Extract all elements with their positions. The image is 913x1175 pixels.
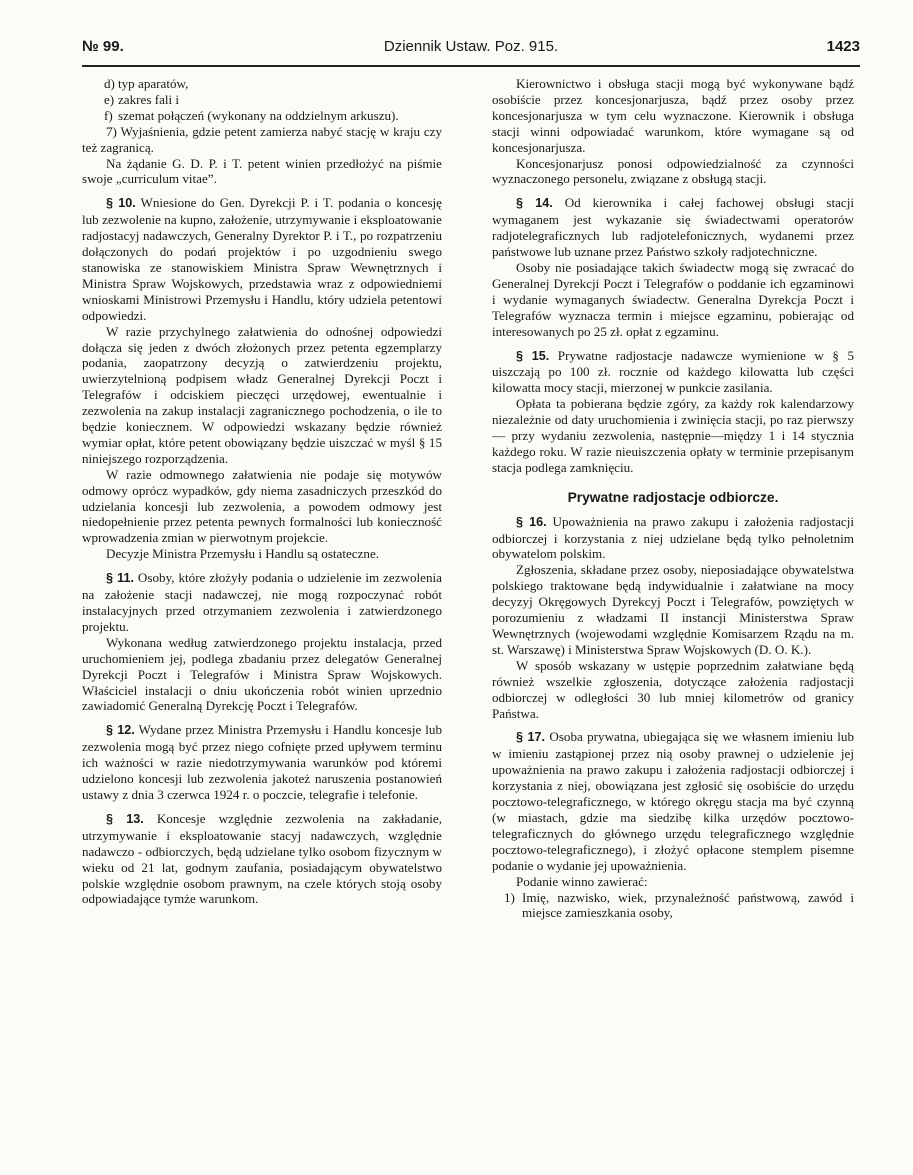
paragraph: Wykonana według zatwierdzonego projektu instalacja, przed uruchomieniem jej, podlega zbadaniu przez delegatów Generalnej Dyrekcji Poczt i Telegrafów i Ministra Spraw Wojskowych. Właściciel instalacji o dniu ukończenia robót winien uprzednio zawiadomić Generalną Dyrekcję Poczt i Telegrafów. (82, 634, 442, 714)
section-11: § 11. Osoby, które złożyły podania o udzielenie im zezwolenia na założenie stacji nadawczej, nie mogą rozpoczynać robót instalacyjnych przed otrzymaniem zezwolenia i zatwierdzonego projektu. (82, 570, 442, 634)
section-13: § 13. Koncesje względnie zezwolenia na zakładanie, utrzymywanie i eksploatowanie stacyj nadawczych, względnie nadawczo - odbiorczych, będą udzielane tylko osobom fizycznym w wieku od 21 lat, godnym zaufania, posiadającym obywatelstwo polskie względnie osobom prawnym, na czele których stoją osoby odpowiadające tymże warunkom. (82, 810, 442, 907)
list-item: d) typ aparatów, (104, 76, 189, 91)
paragraph: W sposób wskazany w ustępie poprzednim załatwiane będą również wszelkie zgłoszenia, dotyczące założenia radjostacji odbiorczej w odległości 30 lub mniej kilometrów od granicy Państwa. (492, 657, 854, 721)
paragraph: W razie przychylnego załatwienia do odnośnej odpowiedzi dołącza się jeden z dwóch złożonych przez petenta egzemplarzy podania, zaopatrzony decyzją o zatwierdzeniu projektu, uwierzytelnioną podpisem władz Generalnej Dyrekcji Poczt i Telegrafów i odciskiem pieczęci urzędowej, ewentualnie i zezwolenia na zakup instalacji zagranicznego pochodzenia, o ile to będzie koniecznem. W odpowiedzi wskazany będzie również wymiar opłat, które petent obowiązany będzie uiszczać w myśl § 15 niniejszego rozporządzenia. (82, 323, 442, 466)
section-mark: § 14. (516, 196, 553, 211)
paragraph: Kierownictwo i obsługa stacji mogą być wykonywane bądź osobiście przez koncesjonarjusza, bądź przez osoby przez koncesjonarjusza w tym celu wyznaczone. Kierownik i obsługa stacji winni odpowiadać warunkom, które wymagane są od koncesjonarjusza. (492, 76, 854, 155)
section-10: § 10. Wniesione do Gen. Dyrekcji P. i T. podania o koncesję lub zezwolenie na kupno, założenie, utrzymywanie i eksploatowanie radjostacyj nadawczych, Generalny Dyrektor P. i T., po rozpatrzeniu dołączonych do podań projektów i po uzgodnieniu swego stanowiska ze stanowiskiem Ministra Spraw Wewnętrznych i Ministra Spraw Wojskowych, przedstawia wraz z odpowiedniemi wnioskami Ministrowi Przemysłu i Handlu, który udziela petentowi odpowiedzi. (82, 195, 442, 323)
section-mark: § 12. (106, 723, 135, 738)
section-mark: § 17. (516, 730, 546, 745)
section-mark: § 13. (106, 811, 144, 826)
right-column (492, 76, 854, 921)
section-mark: § 16. (516, 514, 547, 529)
left-column (82, 76, 442, 907)
paragraph: Decyzje Ministra Przemysłu i Handlu są ostateczne. (106, 546, 380, 562)
list-item: f) szemat połączeń (wykonany na oddzielnym arkuszu). (104, 107, 399, 123)
paragraph: 7) Wyjaśnienia, gdzie petent zamierza nabyć stację w kraju czy też zagranicą. (82, 123, 442, 155)
header-rule (82, 65, 860, 67)
paragraph: Zgłoszenia, składane przez osoby, nieposiadające obywatelstwa polskiego traktowane będą indywidualnie i załatwiane na mocy decyzyj Okręgowych Dyrekcyj Poczt i Telegrafów, powziętych w porozumieniu z władzami II instancji Ministerstwa Spraw Wewnętrznych (wojewodami względnie Komisarzem Rządu na m. st. Warszawę) i Ministerstwa Spraw Wojskowych (D. O. K.). (492, 562, 854, 657)
section-12: § 12. Wydane przez Ministra Przemysłu i Handlu koncesje lub zezwolenia mogą być przez niego cofnięte przed upływem terminu ich ważności w razie niedotrzymywania warunków pod któremi udzielono koncesji lub zezwolenia jakoteż naruszenia postanowień ustawy z dnia 3 czerwca 1924 r. o poczcie, telegrafie i telefonie. (82, 722, 442, 802)
paragraph: Osoby nie posiadające takich świadectw mogą się zwracać do Generalnej Dyrekcji Poczt i Telegrafów o poddanie ich egzaminowi i wydanie wymaganych świadectw. Generalna Dyrekcja Poczt i Telegrafów wyznacza termin i miejsce egzaminu, pobierając od interesowanych po 25 zł. opłat z egzaminu. (492, 259, 854, 339)
paragraph: Na żądanie G. D. P. i T. petent winien przedłożyć na piśmie swoje „curriculum vitae”. (82, 155, 442, 187)
section-mark: § 10. (106, 196, 136, 211)
page-header (82, 38, 860, 60)
section-16: § 16. Upoważnienia na prawo zakupu i założenia radjostacji odbiorczej i korzystania z niej udzielane będą tylko pełnoletnim obywatelom polskim. (492, 513, 854, 562)
section-17: § 17. Osoba prywatna, ubiegająca się we własnem imieniu lub w imieniu zastąpionej przez nią osoby prawnej o udzielenie jej upoważnienia na prawo zakupu i założenia radjostacji odbiorczej i korzystania z niej, obowiązana jest zgłosić się osobiście do urzędu pocztowo-telegraficznego, w którego okręgu stacja ma być czynną (w miastach, gdzie ma siedzibę kilka urzędów pocztowo-telegraficznych do głównego urzędu telegraficznego względnie pocztowo-telegraficznego), i złożyć opłacone stemplem pisemne podanie o wydanie jej upoważnienia. (492, 729, 854, 873)
section-heading: Prywatne radjostacje odbiorcze. (567, 489, 779, 505)
section-mark: § 11. (106, 571, 134, 586)
section-mark: § 15. (516, 348, 550, 363)
journal-title: Dziennik Ustaw. Poz. 915. (383, 38, 559, 55)
issue-number: № 99. (82, 38, 124, 55)
section-14: § 14. Od kierownika i całej fachowej obsługi stacji wymaganem jest wykazanie się świadectwami operatorów radjotelegraficznych lub radjotelefonicznych, wydanemi przez państwowe lub uznane przez Państwo szkoły radjotechniczne. (492, 195, 854, 260)
page-number: 1423 (826, 38, 860, 55)
list-item: e) zakres fali i (104, 91, 180, 107)
list-item: 1) Imię, nazwisko, wiek, przynależność państwową, zawód i miejsce zamieszkania osoby, (504, 889, 854, 921)
paragraph: Koncesjonarjusz ponosi odpowiedzialność za czynności wyznaczonego personelu, związane z obsługą stacji. (492, 155, 854, 187)
paragraph: Opłata ta pobierana będzie zgóry, za każdy rok kalendarzowy niezależnie od daty uruchomienia i zwinięcia stacji, po raz pierwszy — przy wydaniu zezwolenia, następnie—między 1 i 14 stycznia każdego roku. W razie nieuiszczenia opłaty w terminie przepisanym stacja podlega zamknięciu. (492, 396, 854, 475)
paragraph: W razie odmownego załatwienia nie podaje się motywów odmowy oprócz wypadków, gdy niema zasadniczych przeszkód do udzielania koncesji lub zezwolenia, a powodem odmowy jest niedopełnienie przez petenta pewnych formalności lub konieczność wprowadzenia zmian w pierwotnym projekcie. (82, 466, 442, 546)
section-15: § 15. Prywatne radjostacje nadawcze wymienione w § 5 uiszczają po 100 zł. rocznie od każdego kilowatta lub części kilowatta mocy stacji, mierzonej w punkcie zasilania. (492, 347, 854, 396)
paragraph: Podanie winno zawierać: (516, 873, 648, 889)
